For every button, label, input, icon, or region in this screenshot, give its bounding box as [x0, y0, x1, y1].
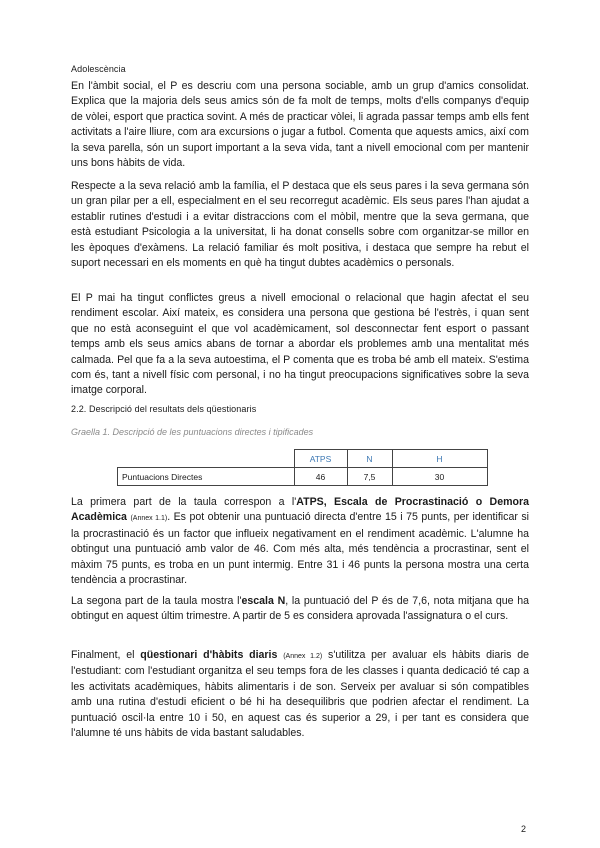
table-caption: Graella 1. Descripció de les puntuacions directes i tipificades — [71, 427, 314, 437]
value-atps: 46 — [294, 468, 347, 486]
value-n: 7,5 — [347, 468, 392, 486]
paragraph-family: Respecte a la seva relació amb la família, el P destaca que els seus pares i la seva germana són un gran pilar per a ell, especialment en el seu recorregut acadèmic. Els seus pares l'han ajudat a establir rutines d'estudi i a evitar distraccions com el mòbil, mentre que la seva germana, que està estudiant Psicologia a la universitat, li ha donat consells sobre com organitzar-se millor en les èpoques d'exàmens. La relació familiar és molt positiva, i destaca que sempre ha rebut el suport necessari en els moments en què ha tingut dubtes acadèmics o personals. — [71, 180, 529, 270]
results-table — [117, 449, 488, 486]
bold-atps-title: ATPS, Escala de Procrastinació o Demora Acadèmica — [71, 496, 529, 524]
paragraph-emotional: El P mai ha tingut conflictes greus a nivell emocional o relacional que hagin afectat el seu rendiment escolar. Així mateix, es considera una persona que gestiona bé l'estrès, i quan sent que no està aconseguint el que vol acadèmicament, sol desconnectar fent esport o passant temps amb els seus amics abans de tornar a abordar els problemes amb una mentalitat més calmada. Pel que fa a la seva autoestima, el P comenta que es troba bé amb ell mateix. S'estima com és, tant a nivell físic com personal, i no ha tingut preocupacions significatives sobre la seva imatge corporal. — [71, 292, 529, 397]
value-h: 30 — [392, 468, 487, 486]
section-heading-adolescencia: Adolescència — [71, 64, 126, 74]
header-atps: ATPS — [294, 450, 347, 468]
header-n: N — [347, 450, 392, 468]
header-h: H — [392, 450, 487, 468]
annex-ref-1: (Annex 1.1) — [130, 515, 168, 523]
paragraph-atps: La primera part de la taula correspon a l'ATPS, Escala de Procrastinació o Demora Acadèmica (Annex 1.1). Es pot obtenir una puntuació directa d'entre 15 i 75 punts, per identificar si la procrastinació és un factor que influeix negativament en el rendiment acadèmic. L'alumne ha obtingut una puntuació amb valor de 46. Com més alta, més tendència a procrastinar, sent el màxim 75 punts, es troba en un punt intermig. Entre 31 i 46 punts la persona mostra una certa tendència a procrastinar. — [71, 496, 530, 587]
bold-habits-questionnaire: qüestionari d'hàbits diaris — [140, 649, 278, 661]
paragraph-habits: Finalment, el qüestionari d'hàbits diaris (Annex 1.2) s'utilitza per avaluar els hàbits diaris de l'estudiant: com l'estudiant organitza el seu temps fora de les classes i quanta dedicació té cap a les activitats acadèmiques, hàbits alimentaris i de son. Serveix per avaluar si són compatibles amb una rutina d'estudi eficient o bé hi ha desequilibris que podrien afectar el rendiment. La puntuació oscil·la entre 10 i 50, en aquest cas és superior a 29, i per tant es considera que l'alumne té uns hàbits de vida bastant saludables. — [71, 649, 530, 740]
row-label: Puntuacions Directes — [118, 468, 295, 486]
paragraph-social: En l'àmbit social, el P es descriu com una persona sociable, amb un grup d'amics consolidat. Explica que la majoria dels seus amics són de fa molt de temps, molts d'ells companys d'equip de vòlei, esport que practica sovint. A més de practicar vòlei, li agrada passar temps amb ells fent activitats a l'aire lliure, com ara excursions o jugar a futbol. Comenta que aquests amics, així com la seva parella, són un suport important a la seva vida, tant a nivell emocional com per mantenir uns bons hàbits de vida. — [71, 80, 529, 170]
section-heading-results: 2.2. Descripció del resultats dels qüestionaris — [71, 404, 257, 414]
table-header-row — [118, 450, 488, 468]
bold-scale-n: escala N — [241, 595, 286, 607]
page-number: 2 — [520, 824, 526, 834]
paragraph-scale-n: La segona part de la taula mostra l'escala N, la puntuació del P és de 7,6, nota mitjana que ha obtingut en aquest últim trimestre. A partir de 5 es considera aprovada l'assignatura o el curs. — [71, 595, 530, 623]
annex-ref-2: (Annex 1.2) — [283, 653, 323, 660]
table-row — [118, 468, 488, 486]
